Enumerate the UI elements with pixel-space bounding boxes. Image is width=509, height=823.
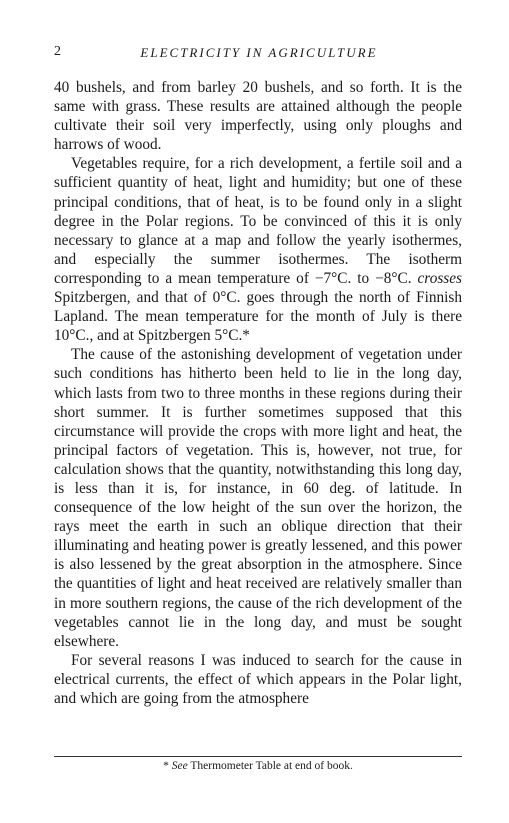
paragraph-cause-of-development: The cause of the astonishing development of vegetation under such conditions has hitherto been held to lie in the long day, which lasts from two to three months in these regions during their short summer. It is further sometimes supposed that this circumstance will provide the crops with more light and heat, the principal factors of vegetation. This is, however, not true, for calculation shows that the quantity, notwithstanding this long day, is less than it is, for instance, in 60 deg. of latitude. In consequence of the low height of the sun over the horizon, the rays meet the earth in such an oblique direction that their illuminating and heating power is greatly lessened, and this power is also lessened by the great absorption in the atmosphere. Since the quantities of light and heat received are relatively smaller than in more southern regions, the cause of the rich development of the vegetables cannot lie in the long day, and must be sought elsewhere. <box>54 346 462 650</box>
emphasis-crosses: crosses <box>417 269 462 287</box>
footnote-rule <box>54 756 462 757</box>
footnote <box>54 760 462 772</box>
footnote-marker: * <box>163 760 172 772</box>
body-text <box>54 78 462 708</box>
footnote-text: Thermometer Table at end of book. <box>187 760 353 772</box>
running-title: ELECTRICITY IN AGRICULTURE <box>140 45 378 60</box>
paragraph-electrical-currents: For several reasons I was induced to search for the cause in electrical currents, the effect of which appears in the Polar light, and which are going from the atmosphere <box>54 651 462 707</box>
paragraph-continued: 40 bushels, and from barley 20 bushels, and so forth. It is the same with grass. These results are attained although the people cultivate their soil very imperfectly, using only ploughs and harrows of wood. <box>54 79 462 154</box>
page-number: 2 <box>54 44 61 59</box>
footnote-see: See <box>171 760 188 772</box>
page-header <box>54 44 464 64</box>
paragraph-vegetables-require: Vegetables require, for a rich development, a fertile soil and a sufficient quantity of heat, light and humidity; but one of these principal conditions, that of heat, is to be found only in a slight degree in the Polar regions. To be convinced of this it is only necessary to glance at a map and follow the yearly isothermes, and especially the summer isothermes. The isotherm corresponding to a mean temperature of −7°C. to −8°C. crosses Spitzbergen, and that of 0°C. goes through the north of Finnish Lapland. The mean temperature for the month of July is there 10°C., and at Spitzbergen 5°C.* <box>54 155 462 345</box>
